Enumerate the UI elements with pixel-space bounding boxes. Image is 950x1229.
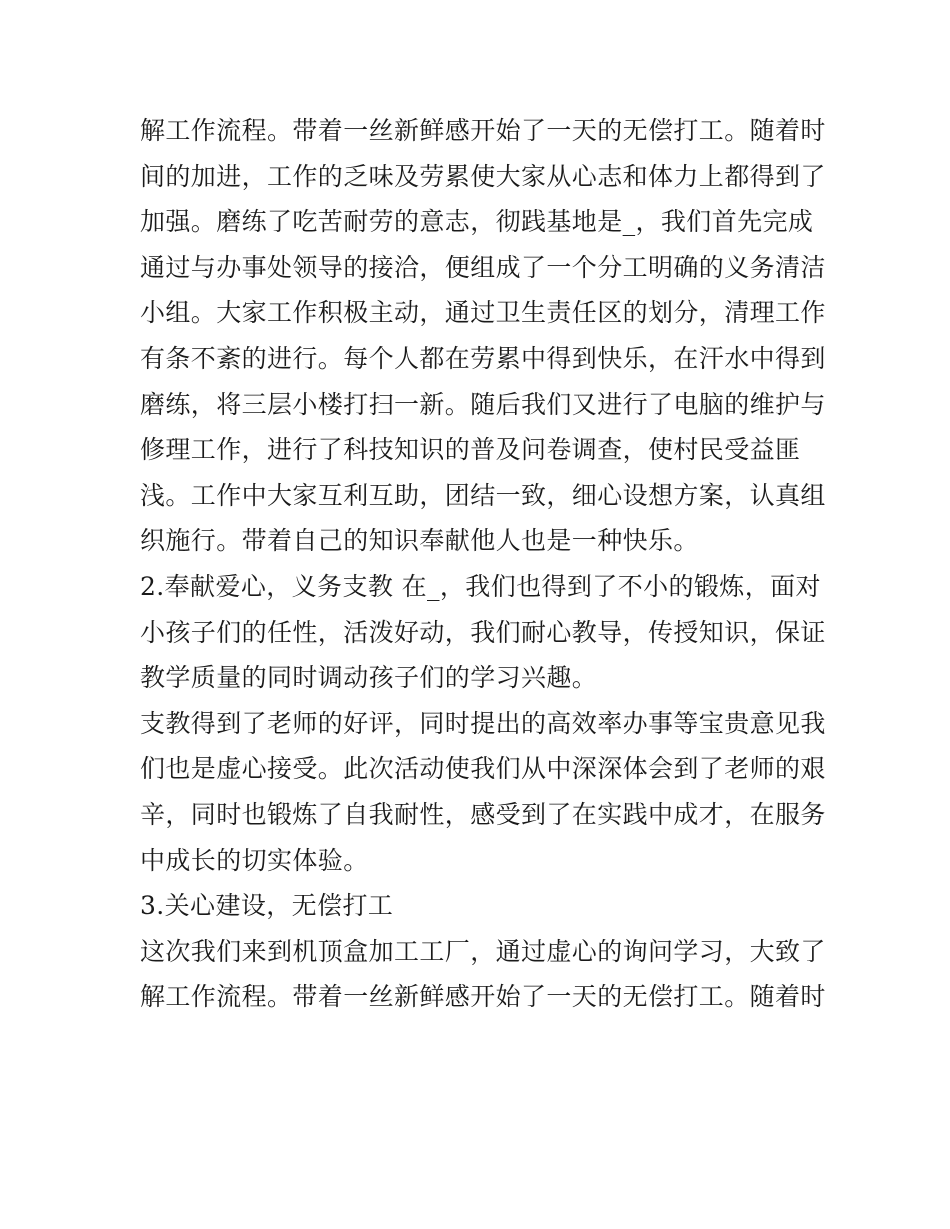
text-line: 小孩子们的任性，活泼好动，我们耐心教导，传授知识，保证: [140, 617, 826, 647]
text-line: 织施行。带着自己的知识奉献他人也是一种快乐。: [140, 526, 699, 556]
text-line: 解工作流程。带着一丝新鲜感开始了一天的无偿打工。随着时: [140, 982, 826, 1012]
text-line: 这次我们来到机顶盒加工工厂，通过虚心的询问学习，大致了: [140, 936, 826, 966]
body-text: [140, 108, 826, 1020]
text-line: 中成长的切实体验。: [140, 845, 369, 875]
text-line: 加强。磨练了吃苦耐劳的意志，彻践基地是_，我们首先完成: [140, 207, 814, 237]
text-line: 小组。大家工作积极主动，通过卫生责任区的划分，清理工作: [140, 298, 826, 328]
text-line: 有条不紊的进行。每个人都在劳累中得到快乐，在汗水中得到: [140, 343, 826, 373]
text-line: 浅。工作中大家互利互助，团结一致，细心设想方案，认真组: [140, 480, 826, 510]
section-heading-line: 2.奉献爱心，义务支教 在_，我们也得到了不小的锻炼，面对: [140, 571, 821, 601]
text-line: 磨练，将三层小楼打扫一新。随后我们又进行了电脑的维护与: [140, 389, 826, 419]
text-line: 解工作流程。带着一丝新鲜感开始了一天的无偿打工。随着时: [140, 116, 826, 145]
text-line: 们也是虚心接受。此次活动使我们从中深深体会到了老师的艰: [140, 754, 826, 784]
text-line: 修理工作，进行了科技知识的普及问卷调查，使村民受益匪: [140, 435, 801, 465]
text-line: 间的加进，工作的乏味及劳累使大家从心志和体力上都得到了: [140, 161, 826, 191]
section-heading: 3.关心建设，无偿打工: [140, 891, 394, 921]
text-line: 教学质量的同时调动孩子们的学习兴趣。: [140, 663, 598, 693]
text-line: 支教得到了老师的好评，同时提出的高效率办事等宝贵意见我: [140, 708, 826, 738]
text-line: 辛，同时也锻炼了自我耐性，感受到了在实践中成才，在服务: [140, 799, 826, 829]
text-line: 通过与办事处领导的接洽，便组成了一个分工明确的义务清洁: [140, 252, 826, 282]
